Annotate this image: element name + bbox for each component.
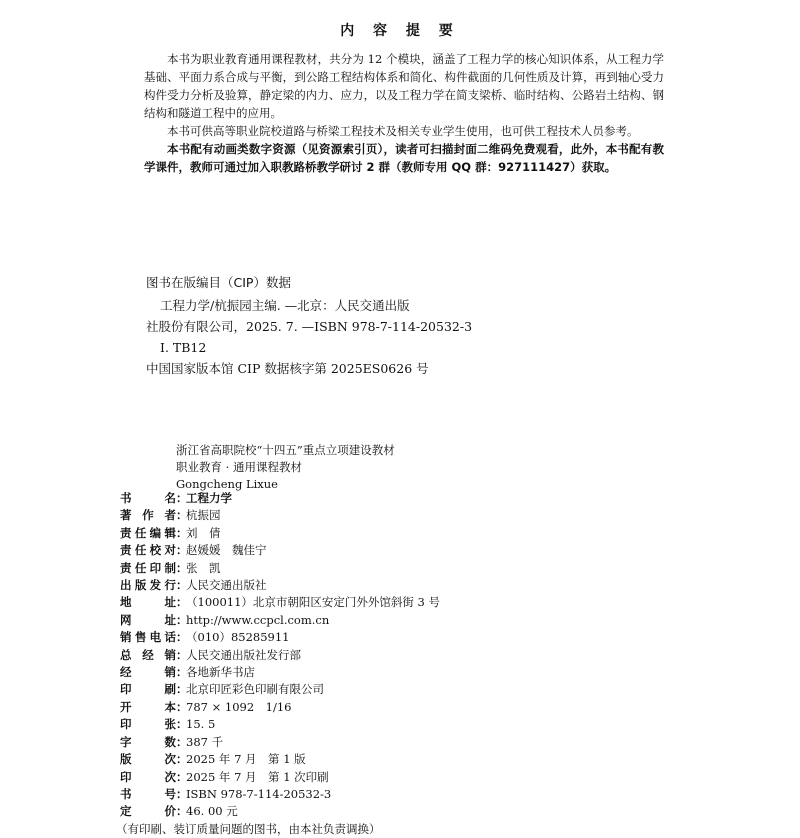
- info-colon: ：: [176, 595, 188, 610]
- info-colon: ：: [176, 752, 188, 767]
- info-value: 刘 倩: [186, 525, 221, 540]
- summary-section: [144, 50, 664, 176]
- info-colon: ：: [176, 665, 188, 680]
- info-value: 杭振园: [186, 508, 221, 523]
- info-label: 销售电话: [120, 630, 176, 645]
- series-block: [176, 442, 395, 493]
- info-row-edition: [120, 751, 440, 768]
- cip-heading: 图书在版编目（CIP）数据: [146, 275, 291, 290]
- info-colon: ：: [176, 647, 188, 662]
- info-colon: ：: [176, 525, 188, 540]
- info-colon: ：: [176, 682, 188, 697]
- info-value: 赵媛媛 魏佳宁: [186, 543, 267, 558]
- info-label: 著作者: [120, 508, 176, 523]
- info-label: 字数: [120, 734, 176, 749]
- info-label: 责任印制: [120, 560, 176, 575]
- info-colon: ：: [176, 786, 188, 801]
- info-label: 责任编辑: [120, 525, 176, 540]
- info-row-printing-supervisor: [120, 560, 440, 577]
- info-row-printer: [120, 681, 440, 698]
- info-label: 印刷: [120, 682, 176, 697]
- pinyin-title: Gongcheng Lixue: [176, 477, 278, 491]
- resource-note: 本书配有动画类数字资源（见资源索引页），读者可扫描封面二维码免费观看，此外，本书配有教学课件，教师可通过加入职教路桥教学研讨 2 群（教师专用 QQ 群：927111427）获取。: [144, 142, 664, 174]
- info-row-distributor: [120, 664, 440, 681]
- info-label: 定价: [120, 804, 176, 819]
- info-label: 总经销: [120, 647, 176, 662]
- info-value: 人民交通出版社发行部: [186, 647, 301, 662]
- info-colon: ：: [176, 630, 188, 645]
- cip-line: 中国国家版本馆 CIP 数据核字第 2025ES0626 号: [146, 361, 429, 376]
- info-row-editor: [120, 525, 440, 542]
- info-colon: ：: [176, 804, 188, 819]
- cip-line: 工程力学/杭振园主编. —北京：人民交通出版: [160, 298, 410, 313]
- info-value: （100011）北京市朝阳区安定门外外馆斜街 3 号: [186, 595, 441, 610]
- info-colon: ：: [176, 578, 188, 593]
- info-row-title: [120, 490, 440, 507]
- info-label: 印次: [120, 769, 176, 784]
- info-value: 46. 00 元: [186, 804, 238, 819]
- info-row-sales-phone: [120, 629, 440, 646]
- info-row-proofreader: [120, 542, 440, 559]
- info-value: 人民交通出版社: [186, 578, 267, 593]
- summary-paragraph: 本书为职业教育通用课程教材，共分为 12 个模块，涵盖了工程力学的核心知识体系，从工程力学基础、平面力系合成与平衡，到公路工程结构体系和简化、构件截面的几何性质及计算，再到轴心受力构件受力分析及验算，静定梁的内力、应力，以及工程力学在简支梁桥、临时结构、公路岩土结构、钢结构和隧道工程中的应用。: [144, 52, 664, 120]
- series-line: 浙江省高职院校“十四五”重点立项建设教材: [176, 443, 395, 457]
- info-value: 张 凯: [186, 560, 221, 575]
- info-label: 开本: [120, 699, 176, 714]
- series-line: 职业教育 · 通用课程教材: [176, 460, 302, 474]
- info-colon: ：: [176, 612, 188, 627]
- info-label: 印张: [120, 717, 176, 732]
- info-colon: ：: [176, 699, 188, 714]
- summary-paragraph: 本书可供高等职业院校道路与桥梁工程技术及相关专业学生使用，也可供工程技术人员参考。: [167, 124, 639, 138]
- info-label: 网址: [120, 612, 176, 627]
- info-label: 出版发行: [120, 578, 176, 593]
- info-value: 787 × 1092 1/16: [186, 699, 292, 714]
- info-label: 地址: [120, 595, 176, 610]
- info-row-address: [120, 594, 440, 611]
- info-row-impression: [120, 769, 440, 786]
- info-row-isbn: [120, 786, 440, 803]
- info-label: 书名: [120, 491, 176, 505]
- cip-line: 社股份有限公司，2025. 7. —ISBN 978-7-114-20532-3: [146, 319, 473, 334]
- info-colon: ：: [176, 560, 188, 575]
- info-label: 责任校对: [120, 543, 176, 558]
- info-colon: ：: [176, 491, 188, 505]
- info-value: ISBN 978-7-114-20532-3: [186, 786, 332, 801]
- info-value: 各地新华书店: [186, 665, 255, 680]
- info-row-format: [120, 699, 440, 716]
- info-colon: ：: [176, 543, 188, 558]
- cip-section: [146, 272, 666, 379]
- info-row-website: [120, 612, 440, 629]
- info-row-publisher: [120, 577, 440, 594]
- info-value: （010）85285911: [186, 630, 290, 645]
- info-row-author: [120, 507, 440, 524]
- info-colon: ：: [176, 769, 188, 784]
- info-label: 经销: [120, 665, 176, 680]
- info-colon: ：: [176, 717, 188, 732]
- info-label: 版次: [120, 752, 176, 767]
- info-value: 2025 年 7 月 第 1 版: [186, 752, 306, 767]
- info-colon: ：: [176, 508, 188, 523]
- info-value: 2025 年 7 月 第 1 次印刷: [186, 769, 329, 784]
- info-row-sheets: [120, 716, 440, 733]
- info-value: 工程力学: [186, 491, 232, 505]
- quality-note: （有印刷、装订质量问题的图书，由本社负责调换）: [116, 821, 381, 836]
- cip-line: Ⅰ. TB12: [160, 340, 207, 355]
- website-link[interactable]: http://www.ccpcl.com.cn: [186, 612, 330, 627]
- info-row-price: [120, 803, 440, 820]
- summary-title: 内 容 提 要: [340, 23, 460, 39]
- publication-info: [116, 490, 441, 838]
- info-value: 387 千: [186, 734, 224, 749]
- info-value: 15. 5: [186, 717, 216, 732]
- info-label: 书号: [120, 786, 176, 801]
- info-row-general-distributor: [120, 647, 440, 664]
- info-colon: ：: [176, 734, 188, 749]
- info-value: 北京印匠彩色印刷有限公司: [186, 682, 324, 697]
- info-row-word-count: [120, 734, 440, 751]
